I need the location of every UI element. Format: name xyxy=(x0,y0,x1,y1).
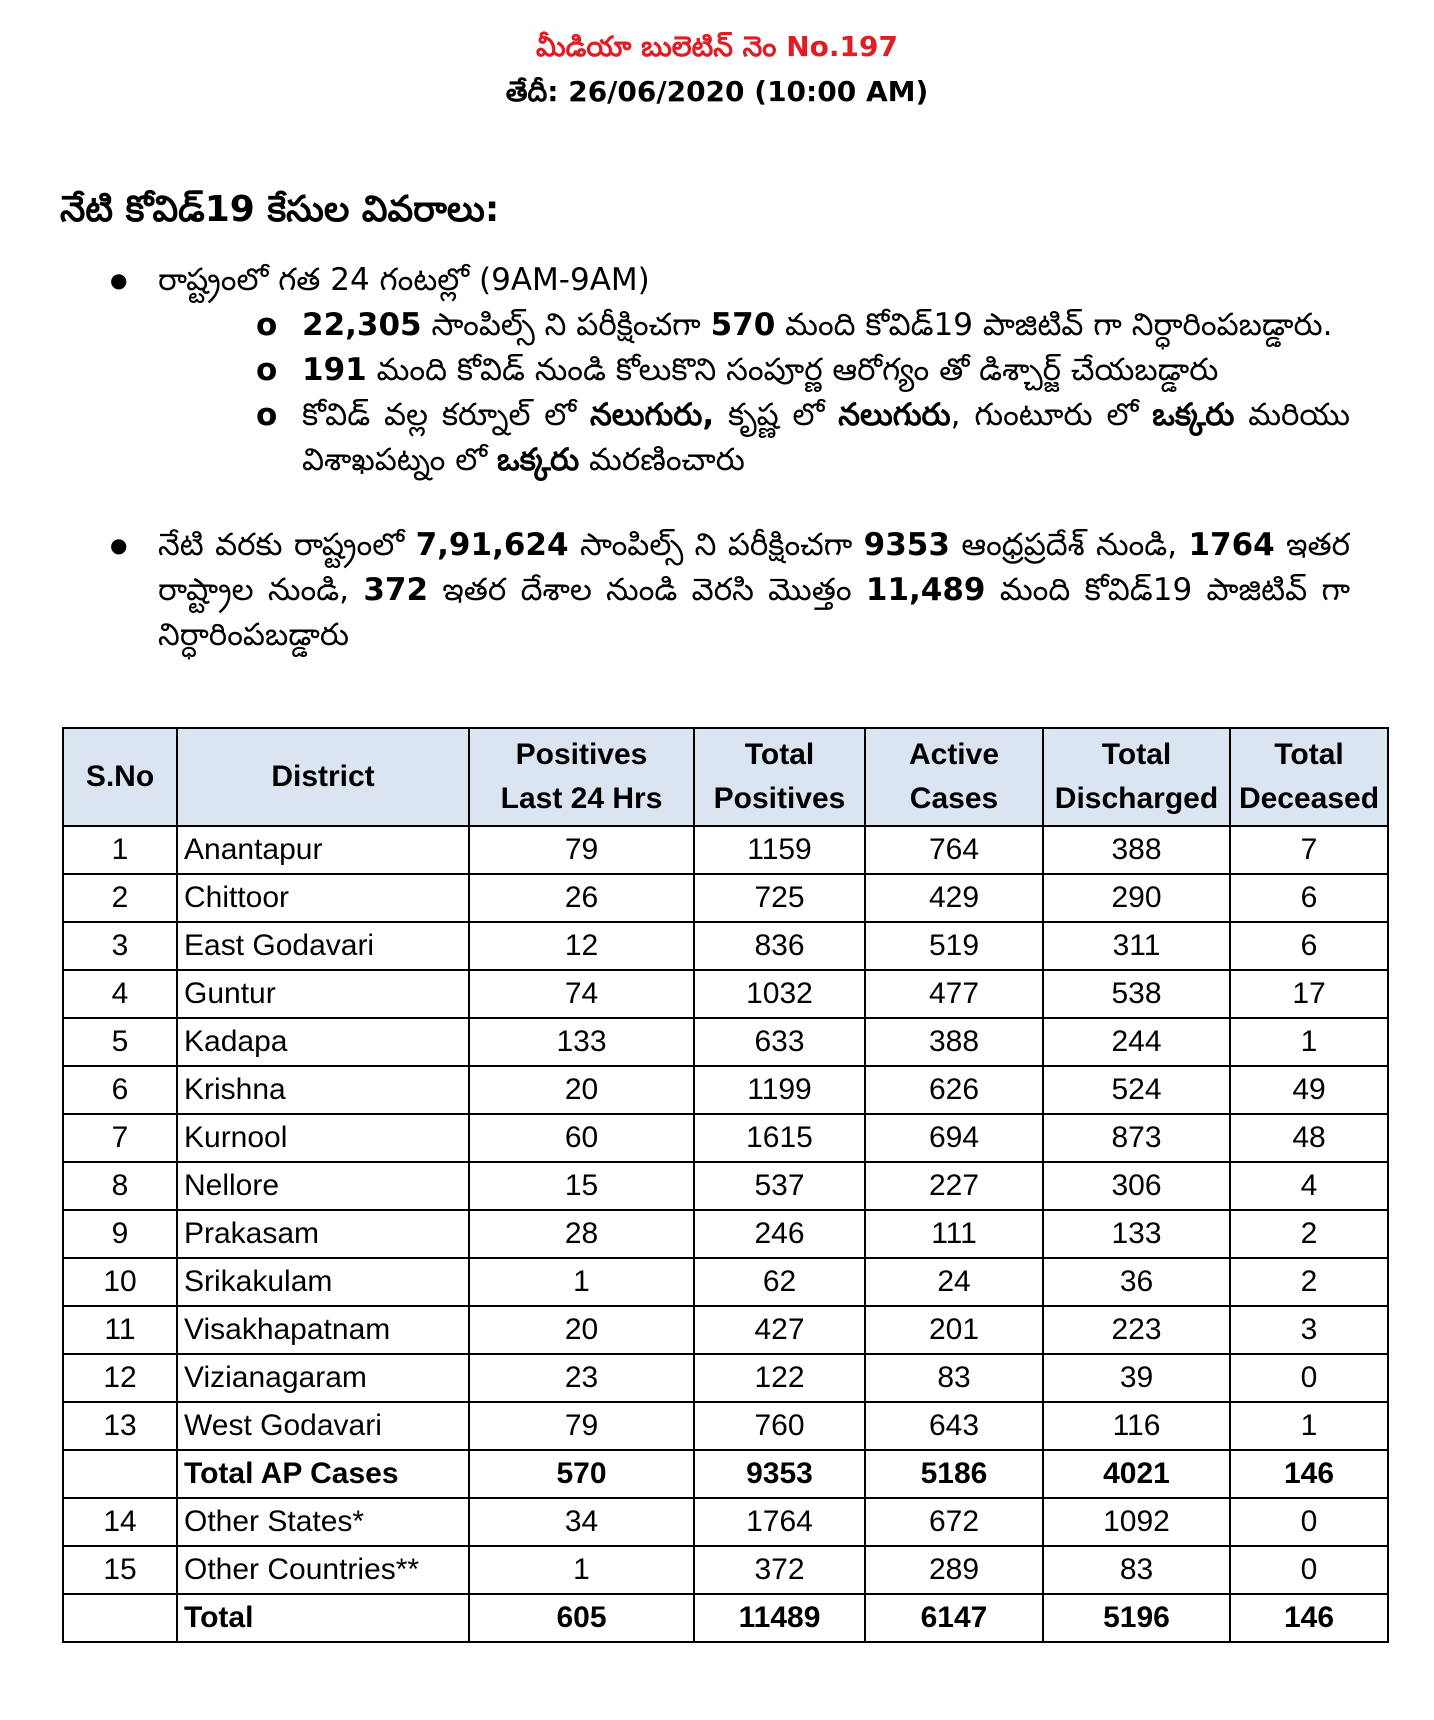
cell-discharged: 873 xyxy=(1043,1114,1230,1162)
summary-bullets xyxy=(110,258,1350,658)
header-district xyxy=(177,728,469,826)
cell-active: 626 xyxy=(865,1066,1043,1114)
header-text: Positives xyxy=(713,782,846,815)
header-total-deceased xyxy=(1230,728,1388,826)
header-total-discharged xyxy=(1043,728,1230,826)
cell-active: 289 xyxy=(865,1546,1043,1594)
cell-total-pos: 1199 xyxy=(694,1066,865,1114)
positives-count: 570 xyxy=(710,307,776,343)
cell-last24: 28 xyxy=(469,1210,694,1258)
bullet-text: ఇతర రాష్ట్రాల నుండి, xyxy=(158,527,1351,608)
bullet-text: సాంపిల్స్ ని పరీక్షించగా xyxy=(568,527,864,563)
grand-total-positives: 11,489 xyxy=(865,572,986,608)
cell-total-pos: 1764 xyxy=(694,1498,865,1546)
cell-total-pos: 62 xyxy=(694,1258,865,1306)
sub-text: సాంపిల్స్ ని పరీక్షించగా xyxy=(421,307,711,343)
cell-district: Prakasam xyxy=(177,1210,469,1258)
section-heading: నేటి కోవిడ్19 కేసుల వివరాలు: xyxy=(60,189,500,230)
cell-discharged: 1092 xyxy=(1043,1498,1230,1546)
cell-sno: 11 xyxy=(63,1306,177,1354)
table-row xyxy=(63,1162,1388,1210)
date-label: తేదీ xyxy=(505,75,548,108)
cell-district: Kurnool xyxy=(177,1114,469,1162)
header-text: Positives xyxy=(515,738,648,771)
cell-deceased: 1 xyxy=(1230,1018,1388,1066)
cell-district: Krishna xyxy=(177,1066,469,1114)
bullet-text: నేటి వరకు రాష్ట్రంలో xyxy=(158,527,416,563)
cell-district: East Godavari xyxy=(177,922,469,970)
cell-discharged: 388 xyxy=(1043,826,1230,874)
cell-active: 24 xyxy=(865,1258,1043,1306)
cell-total-pos: 760 xyxy=(694,1402,865,1450)
cell-discharged: 5196 xyxy=(1043,1594,1230,1642)
cell-discharged: 538 xyxy=(1043,970,1230,1018)
discharged-count: 191 xyxy=(302,352,367,388)
bulletin-date xyxy=(0,70,1434,114)
table-row xyxy=(63,1018,1388,1066)
cell-sno xyxy=(63,1450,177,1498)
bullet-last-24-hours xyxy=(110,258,1350,483)
cell-district: Visakhapatnam xyxy=(177,1306,469,1354)
cell-discharged: 311 xyxy=(1043,922,1230,970)
cell-active: 764 xyxy=(865,826,1043,874)
cell-last24: 133 xyxy=(469,1018,694,1066)
cell-last24: 12 xyxy=(469,922,694,970)
cell-deceased: 48 xyxy=(1230,1114,1388,1162)
cell-deceased: 49 xyxy=(1230,1066,1388,1114)
table-row xyxy=(63,1114,1388,1162)
other-states-positives: 1764 xyxy=(1188,527,1275,563)
table-row xyxy=(63,1258,1388,1306)
cell-sno xyxy=(63,1594,177,1642)
table-row xyxy=(63,970,1388,1018)
cell-last24: 20 xyxy=(469,1066,694,1114)
table-row xyxy=(63,826,1388,874)
cell-last24: 79 xyxy=(469,826,694,874)
cell-discharged: 116 xyxy=(1043,1402,1230,1450)
table-row xyxy=(63,1546,1388,1594)
cell-discharged: 39 xyxy=(1043,1354,1230,1402)
death-count: నలుగురు xyxy=(838,397,951,433)
sub-text: మంది కోవిడ్ నుండి కోలుకొని సంపూర్ణ ఆరోగ్యం తో డిశ్చార్జ్ చేయబడ్డారు xyxy=(366,352,1219,388)
bullet-text: ● రాష్ట్రంలో గత 24 గంటల్లో (9AM-9AM) xyxy=(158,262,650,298)
cell-discharged: 83 xyxy=(1043,1546,1230,1594)
cell-sno: 14 xyxy=(63,1498,177,1546)
cell-total-pos: 725 xyxy=(694,874,865,922)
cell-active: 201 xyxy=(865,1306,1043,1354)
table-row xyxy=(63,1402,1388,1450)
cell-last24: 74 xyxy=(469,970,694,1018)
header-text: District xyxy=(271,760,375,793)
cell-total-pos: 1159 xyxy=(694,826,865,874)
sub-text: మంది కోవిడ్19 పాజిటివ్ గా నిర్ధారింపబడ్డారు. xyxy=(775,307,1333,343)
cell-discharged: 290 xyxy=(1043,874,1230,922)
header-text: Total xyxy=(744,738,815,771)
cell-total-pos: 9353 xyxy=(694,1450,865,1498)
cell-district: Total AP Cases xyxy=(177,1450,469,1498)
other-countries-positives: 372 xyxy=(363,572,429,608)
cell-district: Anantapur xyxy=(177,826,469,874)
cell-last24: 23 xyxy=(469,1354,694,1402)
cell-district: Chittoor xyxy=(177,874,469,922)
table-total-row xyxy=(63,1594,1388,1642)
cell-active: 694 xyxy=(865,1114,1043,1162)
cell-district: West Godavari xyxy=(177,1402,469,1450)
ap-positives: 9353 xyxy=(863,527,950,563)
cell-active: 5186 xyxy=(865,1450,1043,1498)
cell-sno: 3 xyxy=(63,922,177,970)
header-text: Last 24 Hrs xyxy=(500,782,663,815)
cell-deceased: 1 xyxy=(1230,1402,1388,1450)
sub-text: కృష్ణ లో xyxy=(714,397,839,433)
header-text: S.No xyxy=(85,760,155,793)
cell-sno: 15 xyxy=(63,1546,177,1594)
header-text: Discharged xyxy=(1054,782,1219,815)
table-row xyxy=(63,874,1388,922)
cell-total-pos: 537 xyxy=(694,1162,865,1210)
header-text: Total xyxy=(1274,738,1344,771)
table-total-row xyxy=(63,1450,1388,1498)
cell-sno: 5 xyxy=(63,1018,177,1066)
cell-total-pos: 1032 xyxy=(694,970,865,1018)
cell-sno: 6 xyxy=(63,1066,177,1114)
bullet-text: మంది కోవిడ్19 పాజిటివ్ గా నిర్ధారింపబడ్డారు xyxy=(158,572,1351,653)
cell-active: 83 xyxy=(865,1354,1043,1402)
cell-sno: 4 xyxy=(63,970,177,1018)
death-count: నలుగురు, xyxy=(590,397,715,433)
cell-total-pos: 1615 xyxy=(694,1114,865,1162)
bullet-cumulative xyxy=(110,523,1350,658)
sub-bullet-samples xyxy=(158,303,1350,348)
cell-active: 227 xyxy=(865,1162,1043,1210)
cell-district: Srikakulam xyxy=(177,1258,469,1306)
cell-active: 388 xyxy=(865,1018,1043,1066)
cell-last24: 34 xyxy=(469,1498,694,1546)
cell-sno: 9 xyxy=(63,1210,177,1258)
death-count: ఒక్కరు xyxy=(1152,397,1235,433)
cell-last24: 26 xyxy=(469,874,694,922)
cell-deceased: 2 xyxy=(1230,1258,1388,1306)
sub-text: , గుంటూరు లో xyxy=(950,397,1153,433)
sub-bullet-discharged xyxy=(158,348,1350,393)
cell-sno: 7 xyxy=(63,1114,177,1162)
cell-deceased: 6 xyxy=(1230,874,1388,922)
cell-deceased: 2 xyxy=(1230,1210,1388,1258)
cell-deceased: 6 xyxy=(1230,922,1388,970)
cell-total-pos: 633 xyxy=(694,1018,865,1066)
cell-sno: 10 xyxy=(63,1258,177,1306)
district-cases-table xyxy=(62,727,1389,1643)
samples-count: 22,305 xyxy=(302,307,422,343)
table-row xyxy=(63,1210,1388,1258)
cell-deceased: 7 xyxy=(1230,826,1388,874)
cell-district: Total xyxy=(177,1594,469,1642)
sub-bullet-deaths xyxy=(158,393,1350,483)
cell-last24: 60 xyxy=(469,1114,694,1162)
cell-total-pos: 427 xyxy=(694,1306,865,1354)
table-row xyxy=(63,1306,1388,1354)
cell-last24: 20 xyxy=(469,1306,694,1354)
cell-district: Kadapa xyxy=(177,1018,469,1066)
sub-text: మరణించారు xyxy=(579,442,745,478)
bulletin-title: మీడియా బులెటిన్ నెం No.197 xyxy=(535,30,898,63)
cell-sno: 8 xyxy=(63,1162,177,1210)
cell-discharged: 244 xyxy=(1043,1018,1230,1066)
header-text: Deceased xyxy=(1238,782,1380,815)
header-text: Active xyxy=(908,738,1000,771)
header-total-positives xyxy=(694,728,865,826)
cell-district: Guntur xyxy=(177,970,469,1018)
cell-sno: 13 xyxy=(63,1402,177,1450)
cell-last24: 570 xyxy=(469,1450,694,1498)
cell-district: Nellore xyxy=(177,1162,469,1210)
cell-last24: 79 xyxy=(469,1402,694,1450)
bulletin-header xyxy=(0,24,1434,114)
cell-active: 429 xyxy=(865,874,1043,922)
cell-deceased: 0 xyxy=(1230,1354,1388,1402)
cell-active: 477 xyxy=(865,970,1043,1018)
table-row xyxy=(63,1498,1388,1546)
cell-total-pos: 246 xyxy=(694,1210,865,1258)
cell-total-pos: 122 xyxy=(694,1354,865,1402)
cell-deceased: 4 xyxy=(1230,1162,1388,1210)
date-value: : 26/06/2020 (10:00 AM) xyxy=(547,75,929,108)
cell-deceased: 146 xyxy=(1230,1450,1388,1498)
bullet-text: ఇతర దేశాల నుండి వెరసి మొత్తం xyxy=(428,572,866,608)
cell-last24: 605 xyxy=(469,1594,694,1642)
sub-text: మరియు విశాఖపట్నం లో xyxy=(302,397,1350,478)
cell-deceased: 3 xyxy=(1230,1306,1388,1354)
cell-total-pos: 372 xyxy=(694,1546,865,1594)
cell-deceased: 146 xyxy=(1230,1594,1388,1642)
header-positives-last-24 xyxy=(469,728,694,826)
table-row xyxy=(63,922,1388,970)
table-body xyxy=(63,826,1388,1642)
cell-last24: 1 xyxy=(469,1258,694,1306)
cell-discharged: 524 xyxy=(1043,1066,1230,1114)
table-row xyxy=(63,1354,1388,1402)
cell-active: 672 xyxy=(865,1498,1043,1546)
cell-sno: 1 xyxy=(63,826,177,874)
cell-discharged: 4021 xyxy=(1043,1450,1230,1498)
header-active-cases xyxy=(865,728,1043,826)
cell-total-pos: 836 xyxy=(694,922,865,970)
cell-last24: 15 xyxy=(469,1162,694,1210)
cell-discharged: 223 xyxy=(1043,1306,1230,1354)
cell-discharged: 36 xyxy=(1043,1258,1230,1306)
table-row xyxy=(63,1066,1388,1114)
cell-last24: 1 xyxy=(469,1546,694,1594)
total-samples: 7,91,624 xyxy=(415,527,569,563)
cell-district: Vizianagaram xyxy=(177,1354,469,1402)
cell-deceased: 0 xyxy=(1230,1498,1388,1546)
death-count: ఒక్కరు xyxy=(496,442,580,478)
header-text: Cases xyxy=(909,782,999,815)
cell-discharged: 306 xyxy=(1043,1162,1230,1210)
cell-deceased: 17 xyxy=(1230,970,1388,1018)
cell-active: 519 xyxy=(865,922,1043,970)
cell-active: 6147 xyxy=(865,1594,1043,1642)
header-text: Total xyxy=(1101,738,1172,771)
cell-deceased: 0 xyxy=(1230,1546,1388,1594)
cell-district: Other Countries** xyxy=(177,1546,469,1594)
sub-text: కోవిడ్ వల్ల కర్నూల్ లో xyxy=(302,397,591,433)
cell-total-pos: 11489 xyxy=(694,1594,865,1642)
table-header-row xyxy=(63,728,1388,826)
cell-district: Other States* xyxy=(177,1498,469,1546)
cell-active: 643 xyxy=(865,1402,1043,1450)
cell-active: 111 xyxy=(865,1210,1043,1258)
cell-sno: 12 xyxy=(63,1354,177,1402)
header-sno xyxy=(63,728,177,826)
cell-sno: 2 xyxy=(63,874,177,922)
bullet-text: ఆంధ్రప్రదేశ్ నుండి, xyxy=(949,527,1189,563)
cell-discharged: 133 xyxy=(1043,1210,1230,1258)
